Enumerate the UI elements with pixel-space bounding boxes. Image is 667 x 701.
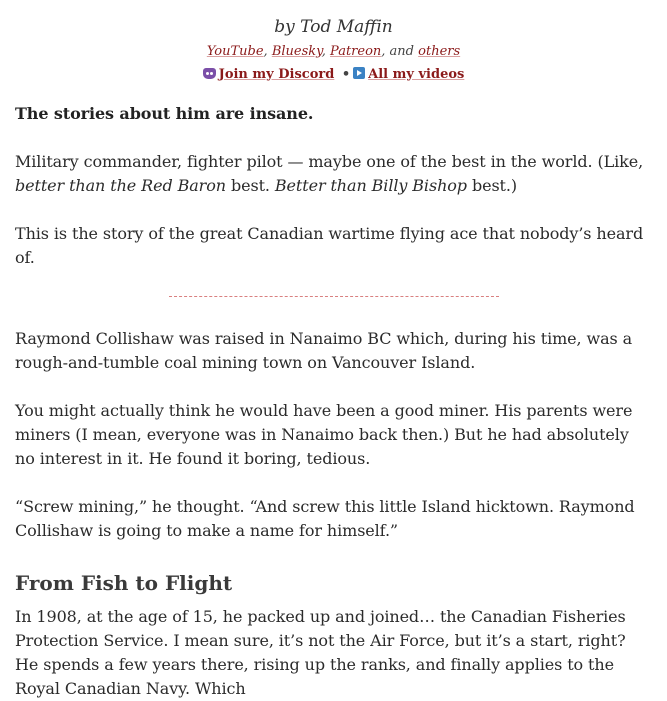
- section-heading: From Fish to Flight: [15, 571, 233, 595]
- paragraph-6: In 1908, at the age of 15, he packed up and joined… the Canadian Fisheries Protection Service. I mean sure, it’s not the Air Force, but it’s a start, right? He spends a few years there, rising up the ranks, and finally applies to the Royal Canadian Navy. Which: [15, 607, 626, 698]
- action-links: [0, 66, 667, 84]
- bluesky-link[interactable]: Bluesky: [271, 44, 322, 59]
- article-page: [0, 16, 667, 698]
- social-links: YouTube, Bluesky, Patreon, and others: [206, 44, 461, 59]
- author-byline: by Tod Maffin: [274, 17, 393, 37]
- paragraph-2: This is the story of the great Canadian wartime flying ace that nobody’s heard of.: [15, 224, 644, 267]
- patreon-link[interactable]: Patreon: [330, 44, 382, 59]
- play-video-icon: [353, 67, 365, 79]
- and-text: and: [389, 44, 414, 59]
- discord-icon: [203, 68, 216, 79]
- paragraph-5: “Screw mining,” he thought. “And screw this little Island hicktown. Raymond Collishaw is going to make a name for himself.”: [15, 497, 635, 540]
- separator-dot: •: [341, 67, 351, 82]
- youtube-link[interactable]: YouTube: [206, 44, 264, 59]
- paragraph-4: You might actually think he would have been a good miner. His parents were miners (I mean, everyone was in Nanaimo back then.) But he had absolutely no interest in it. He found it boring, tedious.: [15, 401, 633, 468]
- section-divider: [169, 296, 499, 297]
- lead-paragraph: The stories about him are insane.: [15, 104, 314, 123]
- join-discord-link[interactable]: Join my Discord: [218, 67, 335, 82]
- others-link[interactable]: others: [418, 44, 461, 59]
- article-body: [0, 102, 667, 701]
- paragraph-3: Raymond Collishaw was raised in Nanaimo BC which, during his time, was a rough-and-tumble coal mining town on Vancouver Island.: [15, 329, 633, 372]
- paragraph-1: Military commander, fighter pilot — maybe one of the best in the world. (Like, better than the Red Baron best. Better than Billy Bishop best.): [15, 152, 644, 195]
- all-videos-link[interactable]: All my videos: [368, 67, 465, 82]
